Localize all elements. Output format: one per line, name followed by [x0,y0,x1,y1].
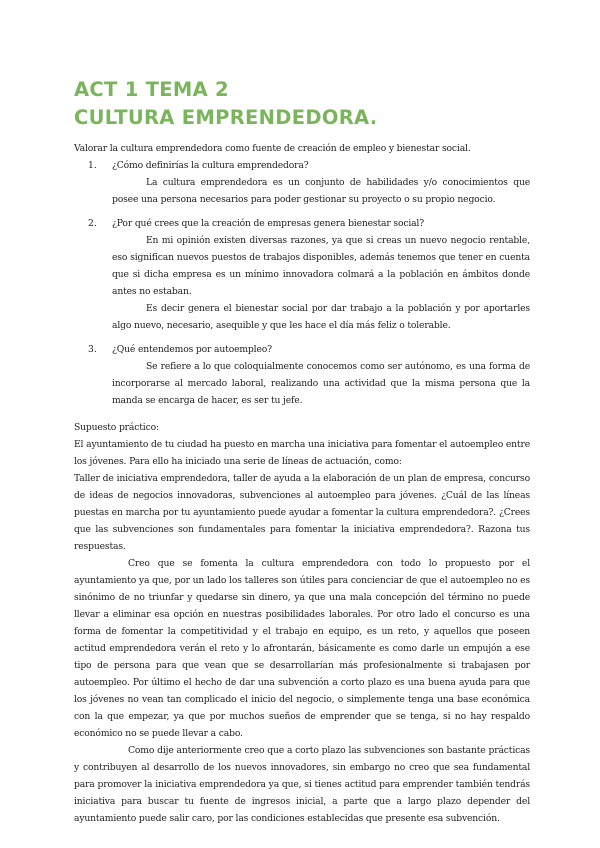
question-3-number: 3. [88,344,97,355]
doc-title-line-1: ACT 1 TEMA 2 [74,78,229,101]
intro-text: Valorar la cultura emprendedora como fuente de creación de empleo y bienestar social. [74,143,471,154]
question-2-answer-1: En mi opinión existen diversas razones, ya que si creas un nuevo negocio rentable, eso significan nuevos puestos de trabajos disponibles, además tenemos que tener en cuenta que si dicha empresa es un mínimo innovadora colmará a la población en ámbitos donde antes no estaban. [112,235,530,297]
document-page [74,78,530,827]
question-2-text: ¿Por qué crees que la creación de empresas genera bienestar social? [112,218,424,229]
question-2-number: 2. [88,218,97,229]
case-paragraph-2: Taller de iniciativa emprendedora, taller de ayuda a la elaboración de un plan de empresa, concurso de ideas de negocios innovadoras, subvenciones al autoempleo para jóvenes. ¿Cuál de las líneas puestas en marcha por tu ayuntamiento puede ayudar a fomentar la cultura emprendedora?. ¿Crees que las subvenciones son fundamentales para fomentar la iniciativa emprendedora?. Razona tus respuestas. [74,473,530,552]
case-paragraph-1: El ayuntamiento de tu ciudad ha puesto en marcha una iniciativa para fomentar el autoempleo entre los jóvenes. Para ello ha iniciado una serie de líneas de actuación, como: [74,439,530,467]
question-3-text: ¿Qué entendemos por autoempleo? [112,344,272,355]
question-1-number: 1. [88,160,97,171]
question-1-text: ¿Cómo definirías la cultura emprendedora? [112,160,309,171]
question-1-answer: La cultura emprendedora es un conjunto de habilidades y/o conocimientos que posee una persona necesarios para poder gestionar su proyecto o su propio negocio. [112,177,530,205]
question-2-answer-2: Es decir genera el bienestar social por dar trabajo a la población y por aportarles algo nuevo, necesario, asequible y que les hace el día más feliz o tolerable. [112,303,530,331]
question-3 [74,341,530,409]
question-2 [74,215,530,334]
case-label: Supuesto práctico: [74,422,159,433]
question-3-answer: Se refiere a lo que coloquialmente conocemos como ser autónomo, es una forma de incorporarse al mercado laboral, realizando una actividad que la misma persona que la manda se encarga de hacer, es ser tu jefe. [112,361,530,406]
doc-title-line-2: CULTURA EMPRENDEDORA. [74,106,378,129]
case-answer-1: Creo que se fomenta la cultura emprendedora con todo lo propuesto por el ayuntamiento ya que, por un lado los talleres son útiles para concienciar de que el autoempleo no es sinónimo de no triunfar y quedarse sin dinero, ya que una mala concepción del término no puede llevar a eliminar esa opción en nuestras posibilidades laborales. Por otro lado el concurso es una forma de fomentar la competitividad y el trabajo en equipo, es un reto, y aquellos que poseen actitud emprendedora verán el reto y lo afrontarán, básicamente es como darle un empujón a ese tipo de persona para que vean que se desarrollarían más profesionalmente si trabajasen por autoempleo. Por último el hecho de dar una subvención a corto plazo es una buena ayuda para que los jóvenes no vean tan complicado el inicio del negocio, o simplemente tenga una base económica con la que empezar, ya que por muchos sueños de emprender que se tenga, si no hay respaldo económico no se puede llevar a cabo. [74,558,530,739]
question-1 [74,157,530,208]
case-answer-2: Como dije anteriormente creo que a corto plazo las subvenciones son bastante prácticas y contribuyen al desarrollo de los nuevos innovadores, sin embargo no creo que sea fundamental para promover la iniciativa emprendedora ya que, si tienes actitud para emprender también tendrás iniciativa para buscar tu fuente de ingresos inicial, a parte que a largo plazo depender del ayuntamiento puede salir caro, por las condiciones establecidas que presente esa subvención. [74,745,530,824]
